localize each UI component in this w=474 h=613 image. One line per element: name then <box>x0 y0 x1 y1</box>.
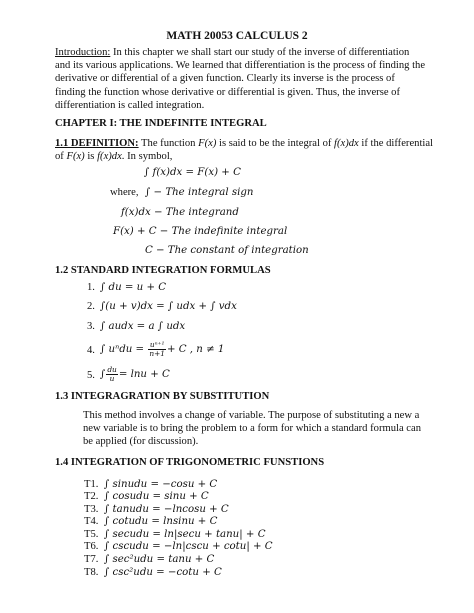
definition-formula: ∫ f(x)dx = F(x) + C <box>144 167 241 178</box>
section-1-2-heading: 1.2 STANDARD INTEGRATION FORMULAS <box>55 265 271 276</box>
trig-formula: ∫ cotudu = lnsinu + C <box>104 516 218 527</box>
definition-fx: F(x) <box>66 151 85 162</box>
definition-fx: F(x) <box>198 138 217 149</box>
section-1-3-heading: 1.3 INTEGRAGRATION BY SUBSTITUTION <box>55 391 270 402</box>
intro-label: Introduction: <box>55 47 111 58</box>
definition-fxdx: f(x)dx <box>97 151 122 162</box>
formula-3: ∫ audx = a ∫ udx <box>100 321 186 332</box>
trig-formula: ∫ secudu = ln|secu + tanu| + C <box>104 529 266 540</box>
formula-5-integral: ∫ <box>100 369 106 380</box>
trig-label: T8. <box>84 567 99 578</box>
fraction-denominator: n+1 <box>149 348 165 358</box>
trig-label: T6. <box>84 541 99 552</box>
trig-label: T7. <box>84 554 99 565</box>
fraction-numerator: du <box>107 364 117 374</box>
definition-text: of <box>55 151 67 162</box>
formula-4 <box>100 337 224 363</box>
trig-formula: ∫ tanudu = −lncosu + C <box>104 504 229 515</box>
formula-1: ∫ du = u + C <box>100 282 167 293</box>
definition-text: The function <box>138 138 199 149</box>
trig-label: T5. <box>84 529 99 540</box>
where-integral-sign: ∫ − The integral sign <box>145 187 254 198</box>
trig-label: T1. <box>84 479 99 490</box>
trig-label: T3. <box>84 504 99 515</box>
trig-label: T4. <box>84 516 99 527</box>
trig-formula: ∫ sinudu = −cosu + C <box>104 479 218 490</box>
definition-text: if the differential <box>358 138 433 149</box>
where-label: where, <box>110 187 139 198</box>
formula-4-right: + C , n ≠ 1 <box>167 344 225 355</box>
definition-line-1 <box>55 137 433 150</box>
document-title: MATH 20053 CALCULUS 2 <box>166 30 308 42</box>
trig-formula: ∫ sec²udu = tanu + C <box>104 554 215 565</box>
where-indefinite-integral: F(x) + C − The indefinite integral <box>113 226 288 237</box>
definition-text: is <box>84 151 98 162</box>
intro-text: In this chapter we shall start our study of the inverse of differentiation and its various applications. We learned that differentiation is the process of finding the derivative or differential of a given function. Clearly its inverse is the process of finding the function whose derivative or differential is given. Thus, the inverse of differentiation is called integration. <box>55 47 426 111</box>
trig-formula: ∫ cosudu = sinu + C <box>104 491 209 502</box>
formula-5-right: = lnu + C <box>118 369 170 380</box>
formula-number: 4. <box>87 345 95 356</box>
formula-5-fraction <box>106 366 118 383</box>
definition-text: . In symbol, <box>121 151 173 162</box>
formula-number: 5. <box>87 370 95 381</box>
definition-label: 1.1 DEFINITION: <box>55 138 139 149</box>
formula-5 <box>100 362 170 388</box>
formula-2: ∫(u + v)dx = ∫ udx + ∫ vdx <box>100 301 237 312</box>
trig-formula: ∫ cscudu = −ln|cscu + cotu| + C <box>104 541 273 552</box>
section-1-3-text: This method involves a change of variable. The purpose of substituting a new a new variable is to bring the problem to a form for which a standard formula can be applied (for discussion). <box>83 410 422 448</box>
intro-paragraph <box>55 46 427 112</box>
formula-number: 2. <box>87 301 95 312</box>
trig-label: T2. <box>84 491 99 502</box>
chapter-heading: CHAPTER I: THE INDEFINITE INTEGRAL <box>55 118 267 129</box>
formula-4-fraction <box>148 341 166 358</box>
formula-4-left: ∫ uⁿdu = <box>100 344 148 355</box>
definition-text: is said to be the integral of <box>216 138 335 149</box>
fraction-numerator: uⁿ⁺¹ <box>149 339 165 349</box>
section-1-4-heading: 1.4 INTEGRATION OF TRIGONOMETRIC FUNSTIONS <box>55 457 325 468</box>
definition-line-2 <box>55 150 172 163</box>
definition-fxdx: f(x)dx <box>334 138 359 149</box>
where-constant: C − The constant of integration <box>145 245 309 256</box>
fraction-denominator: u <box>109 373 115 383</box>
formula-number: 1. <box>87 282 95 293</box>
formula-number: 3. <box>87 321 95 332</box>
trig-formula: ∫ csc²udu = −cotu + C <box>104 567 222 578</box>
where-integrand: f(x)dx − The integrand <box>121 207 239 218</box>
